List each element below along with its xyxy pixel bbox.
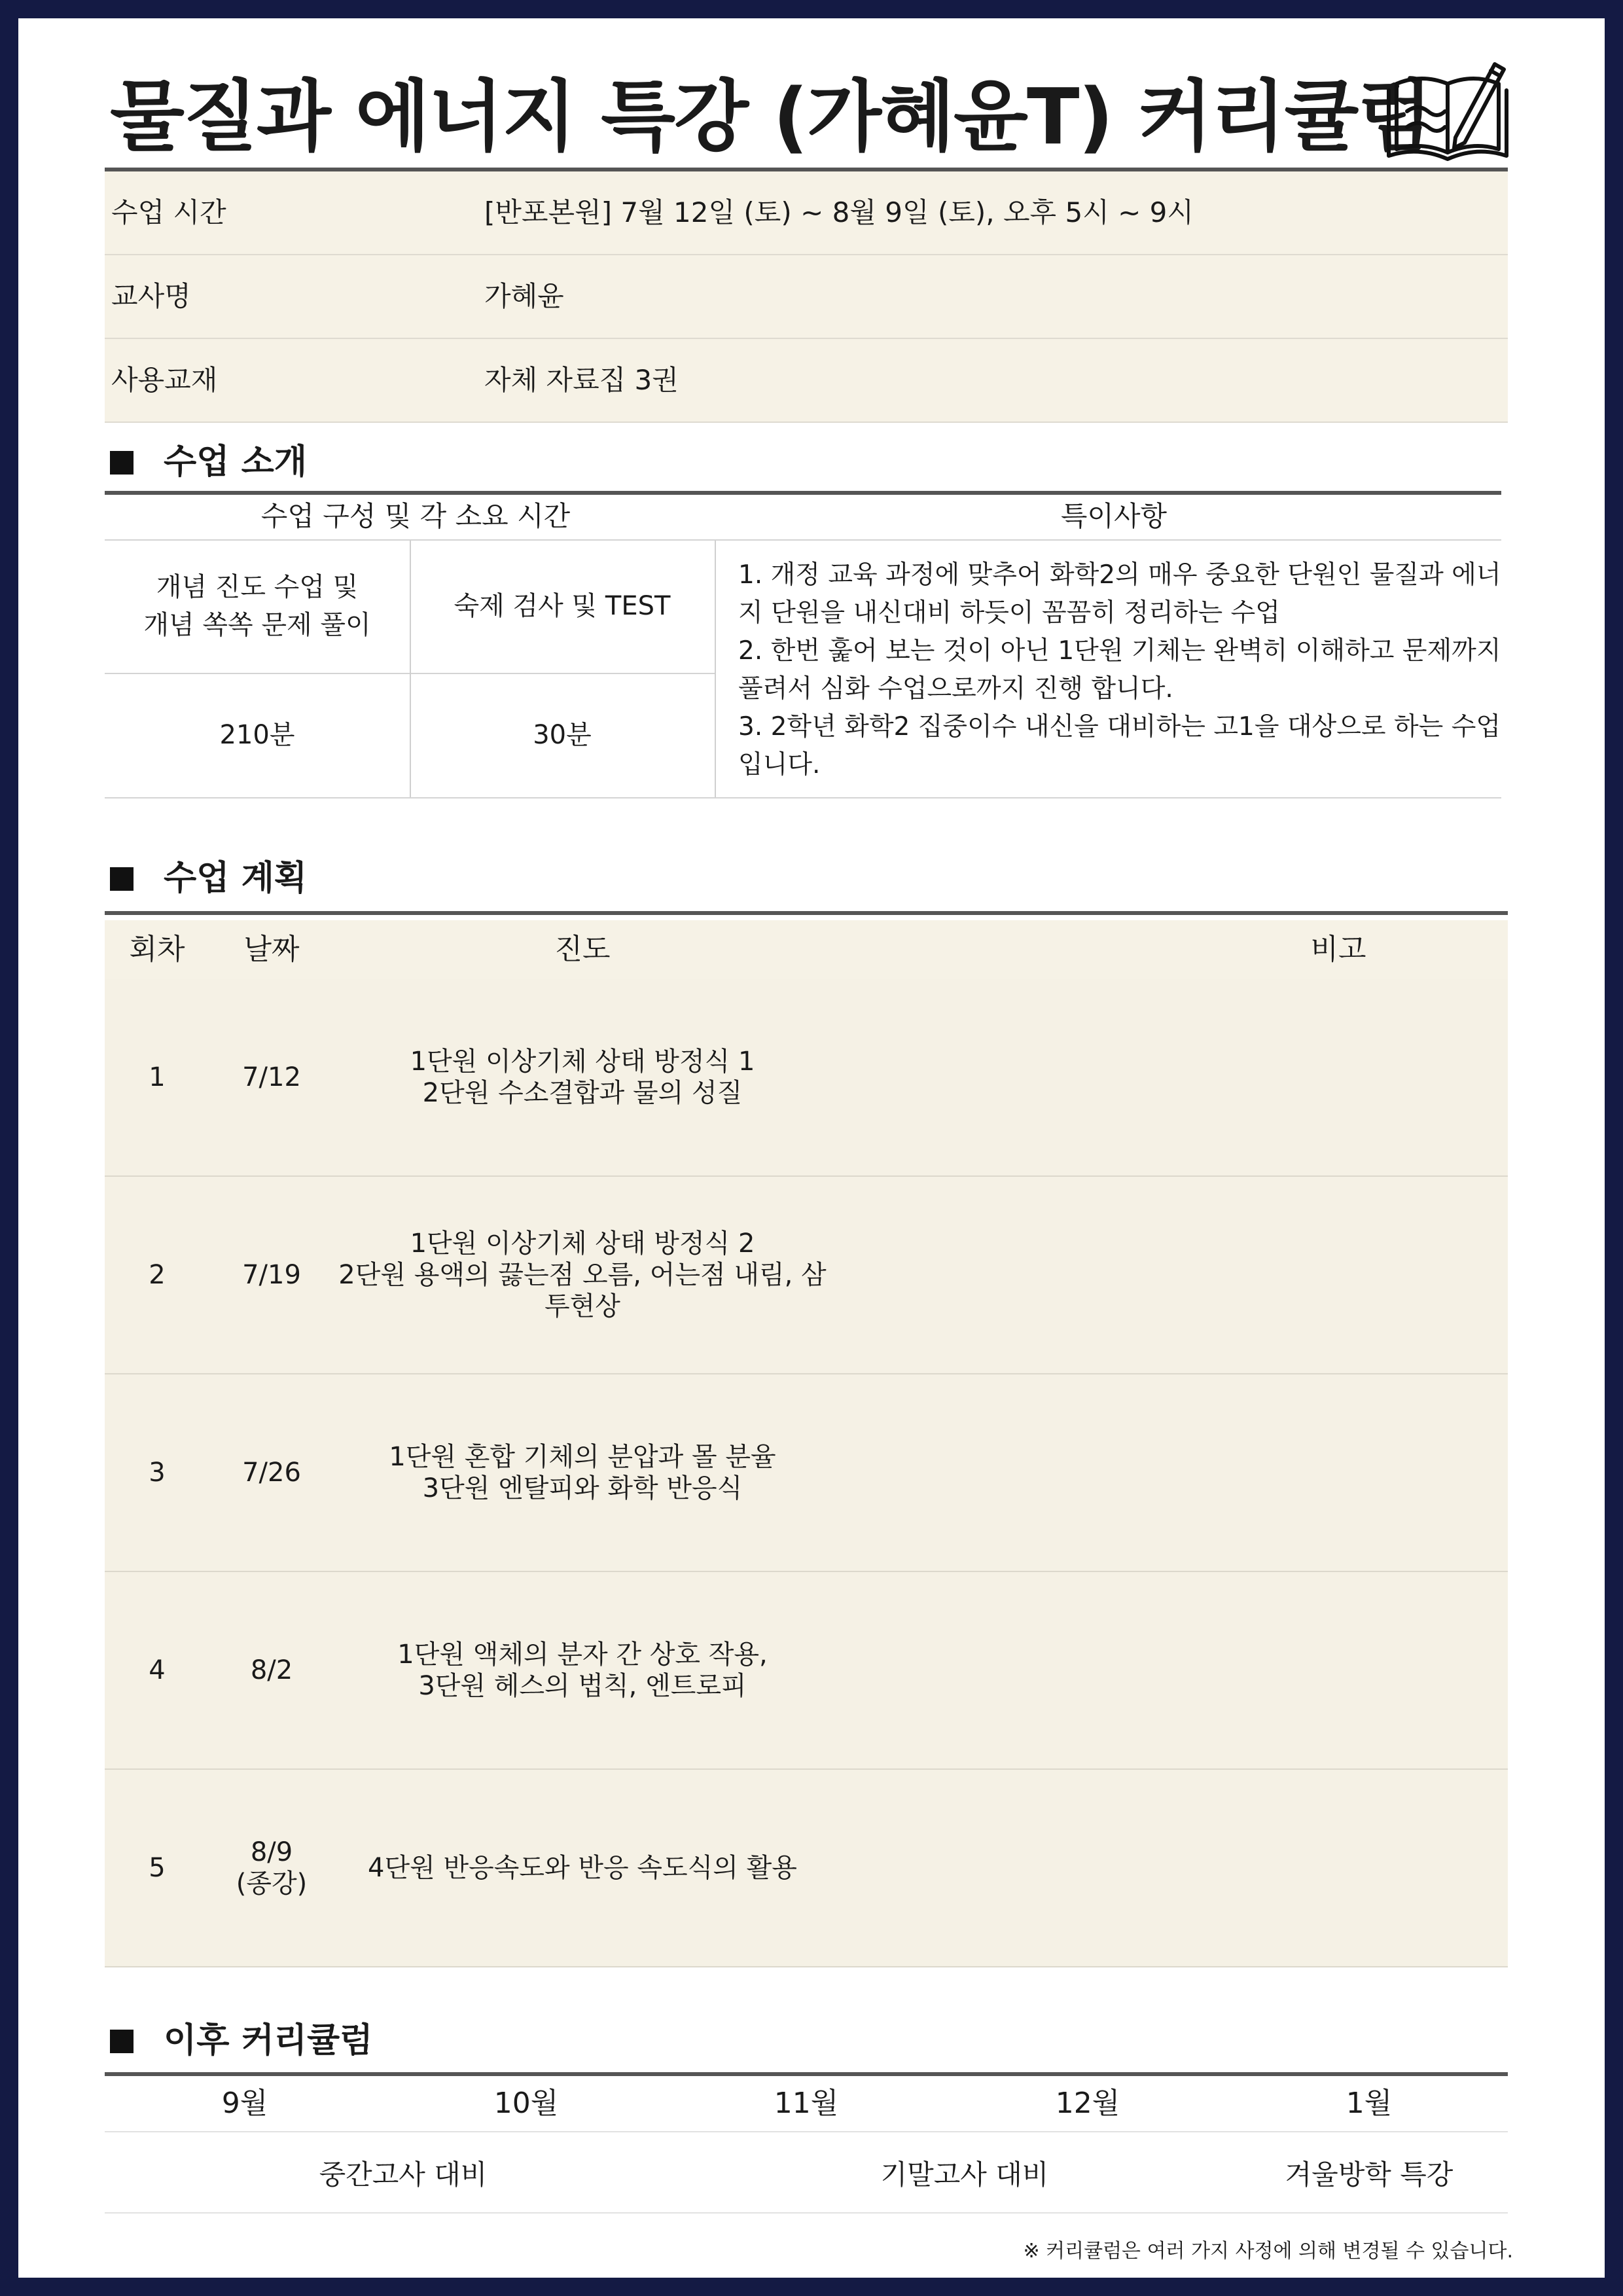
plan-progress-line2: 3단원 엔탈피와 화학 반응식 bbox=[422, 1473, 743, 1503]
plan-round: 1 bbox=[149, 1062, 166, 1092]
month-label: 1월 bbox=[1346, 2087, 1393, 2120]
intro-bottom-line bbox=[105, 797, 1501, 798]
plan-header-progress: 진도 bbox=[554, 933, 611, 966]
plan-date bbox=[209, 1770, 334, 1966]
table-row bbox=[105, 1770, 1508, 1967]
plan-progress-line1: 1단원 혼합 기체의 분압과 몰 분율 bbox=[389, 1442, 776, 1472]
plan-date bbox=[209, 979, 334, 1175]
month-label: 10월 bbox=[493, 2087, 559, 2120]
book-value: 자체 자료집 3권 bbox=[484, 364, 679, 396]
book-label: 사용교재 bbox=[111, 364, 218, 396]
plan-date-line1: 8/9 bbox=[250, 1837, 293, 1867]
info-row-teacher bbox=[105, 255, 1508, 339]
intro-part2-time: 30분 bbox=[533, 720, 592, 750]
after-heading bbox=[110, 2015, 373, 2067]
footnote: ※ 커리큘럼은 여러 가지 사정에 의해 변경될 수 있습니다. bbox=[1023, 2240, 1513, 2263]
info-row-time bbox=[105, 171, 1508, 255]
teacher-label: 교사명 bbox=[111, 280, 191, 312]
plan-progress-line2: 2단원 수소결합과 물의 성질 bbox=[422, 1078, 743, 1108]
plan-heading bbox=[110, 852, 307, 905]
plan-progress-line2: 3단원 헤스의 법칙, 엔트로피 bbox=[418, 1671, 747, 1701]
time-label: 수업 시간 bbox=[111, 196, 226, 228]
teacher-value: 가혜윤 bbox=[484, 280, 564, 312]
plan-round: 5 bbox=[149, 1853, 166, 1883]
plan-date-line1: 8/2 bbox=[250, 1655, 293, 1685]
table-row bbox=[105, 1572, 1508, 1770]
intro-heading bbox=[110, 436, 307, 488]
page bbox=[18, 18, 1605, 2278]
plan-progress-line1: 4단원 반응속도와 반응 속도식의 활용 bbox=[368, 1853, 797, 1883]
plan-date bbox=[209, 1572, 334, 1768]
time-value: [반포본원] 7월 12일 (토) ~ 8월 9일 (토), 오후 5시 ~ 9시 bbox=[484, 196, 1194, 228]
plan-header-remarks: 비고 bbox=[1310, 933, 1366, 966]
plan-round: 4 bbox=[149, 1655, 166, 1685]
plan-progress-line2: 2단원 용액의 끓는점 오름, 어는점 내림, 삼투현상 bbox=[338, 1260, 827, 1321]
page-title: 물질과 에너지 특강 (가혜윤T) 커리큘럼 bbox=[110, 71, 1431, 162]
plan-date bbox=[209, 1177, 334, 1373]
intro-part1-line1: 개념 진도 수업 및 bbox=[156, 572, 359, 602]
plan-rule bbox=[105, 911, 1508, 915]
month-label: 11월 bbox=[774, 2087, 839, 2120]
table-row bbox=[105, 1374, 1508, 1572]
table-row bbox=[105, 979, 1508, 1177]
plan-progress bbox=[334, 979, 831, 1175]
intro-part1-time: 210분 bbox=[219, 720, 295, 750]
month-label: 12월 bbox=[1055, 2087, 1120, 2120]
square-bullet-icon bbox=[110, 867, 134, 891]
intro-part1-line2: 개념 쏙쏙 문제 풀이 bbox=[143, 610, 371, 640]
after-rule bbox=[105, 2072, 1508, 2076]
plan-progress bbox=[334, 1572, 831, 1768]
plan-remarks bbox=[1257, 1770, 1420, 1966]
plan-progress-line1: 1단원 액체의 분자 간 상호 작용, bbox=[397, 1640, 768, 1670]
intro-heading-text: 수업 소개 bbox=[164, 442, 308, 482]
intro-col-notes: 특이사항 bbox=[1060, 500, 1168, 532]
after-heading-text: 이후 커리큘럼 bbox=[164, 2021, 373, 2060]
intro-vline-2 bbox=[715, 541, 716, 797]
square-bullet-icon bbox=[110, 451, 134, 475]
plan-heading-text: 수업 계획 bbox=[164, 859, 308, 898]
plan-round: 2 bbox=[149, 1260, 166, 1290]
plan-progress bbox=[334, 1177, 831, 1373]
plan-progress-line1: 1단원 이상기체 상태 방정식 2 bbox=[410, 1229, 755, 1259]
plan-round: 3 bbox=[149, 1458, 166, 1488]
plan-progress bbox=[334, 1374, 831, 1571]
table-row bbox=[105, 1177, 1508, 1374]
intro-vline-1 bbox=[410, 541, 411, 797]
plan-date-line2: (종강) bbox=[236, 1869, 308, 1899]
plan-remarks bbox=[1257, 1374, 1420, 1571]
intro-part1 bbox=[105, 541, 410, 672]
intro-note: 3. 2학년 화학2 집중이수 내신을 대비하는 고1을 대상으로 하는 수업입니다. bbox=[738, 712, 1501, 780]
after-item: 기말고사 대비 bbox=[880, 2159, 1049, 2191]
plan-header-round: 회차 bbox=[129, 933, 185, 966]
plan-remarks bbox=[1257, 1177, 1420, 1373]
info-row-book bbox=[105, 339, 1508, 423]
after-item: 중간고사 대비 bbox=[319, 2159, 488, 2191]
intro-part2: 숙제 검사 및 TEST bbox=[454, 591, 671, 621]
intro-note: 2. 한번 훑어 보는 것이 아닌 1단원 기체는 완벽히 이해하고 문제까지 풀려서 심화 수업으로까지 진행 합니다. bbox=[738, 636, 1501, 704]
plan-date-line1: 7/19 bbox=[242, 1260, 301, 1290]
plan-progress bbox=[334, 1770, 831, 1966]
plan-progress-line1: 1단원 이상기체 상태 방정식 1 bbox=[410, 1047, 755, 1077]
plan-date bbox=[209, 1374, 334, 1571]
month-label: 9월 bbox=[221, 2087, 268, 2120]
intro-col-composition: 수업 구성 및 각 소요 시간 bbox=[260, 500, 571, 532]
plan-date-line1: 7/26 bbox=[242, 1458, 301, 1488]
plan-header-date: 날짜 bbox=[243, 933, 300, 966]
after-header-line bbox=[105, 2131, 1508, 2132]
square-bullet-icon bbox=[110, 2030, 134, 2053]
open-book-pen-icon bbox=[1382, 51, 1513, 175]
intro-notes bbox=[738, 556, 1508, 784]
intro-note: 1. 개정 교육 과정에 맞추어 화학2의 매우 중요한 단원인 물질과 에너지 단원을 내신대비 하듯이 꼼꼼히 정리하는 수업 bbox=[738, 560, 1501, 628]
plan-table-header bbox=[105, 920, 1508, 980]
plan-date-line1: 7/12 bbox=[242, 1062, 301, 1092]
after-bottom-line bbox=[105, 2212, 1508, 2214]
after-item: 겨울방학 특강 bbox=[1285, 2159, 1454, 2191]
plan-remarks bbox=[1257, 979, 1420, 1175]
plan-remarks bbox=[1257, 1572, 1420, 1768]
